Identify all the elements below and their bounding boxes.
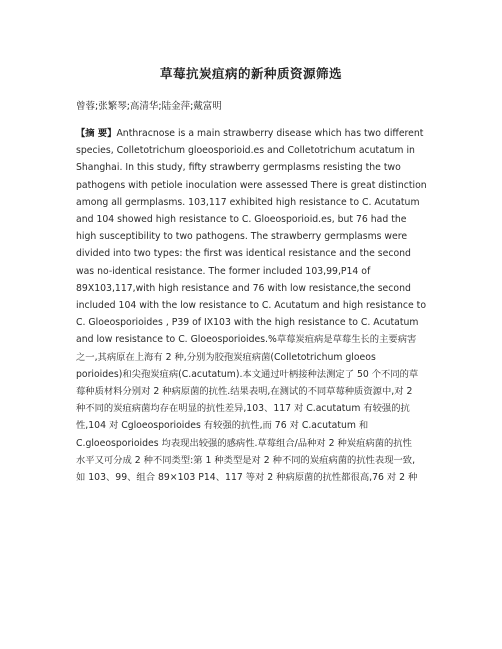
abstract-line: 之一,其病原在上海有 2 种,分别为胶孢炭疽病菌(Colletotrichum gloeos xyxy=(76,351,376,363)
abstract-line: and low resistance to C. Gloeosporioides.%草莓炭疽病是草莓生长的主要病害 xyxy=(76,334,417,346)
abstract-line: 种不同的炭疽病菌均存在明显的抗性差异,103、117 对 C.acutatum 有较强的抗 xyxy=(76,403,410,415)
abstract-line: 89X103,117,with high resistance and 76 with low resistance,the second xyxy=(76,282,411,294)
abstract-line: porioides)和尖孢炭疽病(C.acutatum).本文通过叶柄接种法测定了 50 个不同的草 xyxy=(76,368,419,380)
abstract-line: was no-identical resistance. The former included 103,99,P14 of xyxy=(76,265,371,277)
abstract-line: 如 103、99、组合 89×103 P14、117 等对 2 种病原菌的抗性都很高,76 对 2 种 xyxy=(76,472,418,484)
abstract-line: pathogens with petiole inoculation were assessed There is great distinction xyxy=(76,179,427,191)
abstract-line: 莓种质材料分别对 2 种病原菌的抗性.结果表明,在测试的不同草莓种质资源中,对 2 xyxy=(76,386,413,398)
abstract-line: divided into two types: the first was identical resistance and the second xyxy=(76,248,411,260)
author-list: 曾蓉;张繁琴;高清华;陆金萍;戴富明 xyxy=(76,101,222,112)
abstract-line: C. Gloeosporioides , P39 of IX103 with the high resistance to C. Acutatum xyxy=(76,317,419,329)
abstract-line-text: Anthracnose is a main strawberry disease which has two different xyxy=(116,128,424,139)
abstract-label: 【摘 要】 xyxy=(76,128,117,139)
abstract-line: and 104 showed high resistance to C. Gloeosporioid.es, but 76 had the xyxy=(76,214,407,226)
abstract-line: high susceptibility to two pathogens. The strawberry germplasms were xyxy=(76,231,408,243)
abstract-line: among all germplasms. 103,117 exhibited high resistance to C. Acutatum xyxy=(76,196,420,208)
abstract-line: C.gloeosporioides 均表现出较强的感病性.草莓组合/品种对 2 种炭疽病菌的抗性 xyxy=(76,437,412,449)
abstract-line: included 104 with the low resistance to C. Acutatum and high resistance to xyxy=(76,300,427,312)
abstract-line-first xyxy=(76,125,429,142)
abstract-line: Shanghai. In this study, fifty strawberry germplasms resisting the two xyxy=(76,162,401,174)
document-title: 草莓抗炭疽病的新种质资源筛选 xyxy=(159,66,342,81)
abstract-line: species, Colletotrichum gloeosporioid.es and Colletotrichum acutatum in xyxy=(76,145,415,157)
abstract-line: 性,104 对 Cgloeosporioides 有较强的抗性,而 76 对 C.acutatum 和 xyxy=(76,420,369,432)
abstract-line: 水平又可分成 2 种不同类型:第 1 种类型是对 2 种不同的炭疽病菌的抗性表现一致, xyxy=(76,454,416,466)
abstract-paragraph xyxy=(76,125,429,486)
